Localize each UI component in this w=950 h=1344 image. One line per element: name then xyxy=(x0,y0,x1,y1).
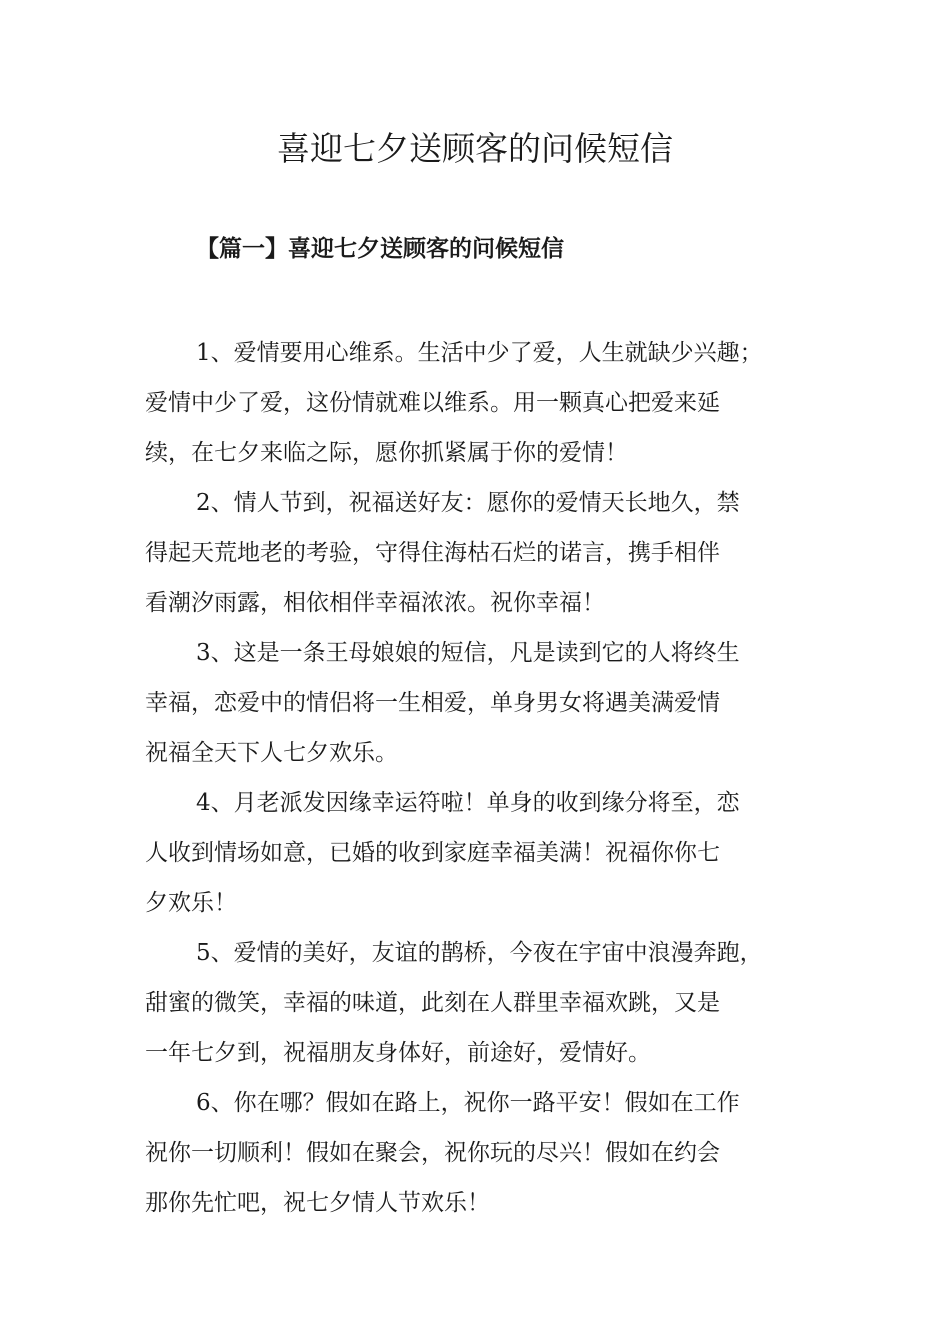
paragraph-line: 看潮汐雨露，相依相伴幸福浓浓。祝你幸福！ xyxy=(145,590,605,616)
paragraph-1 xyxy=(145,328,805,478)
paragraph-line: 得起天荒地老的考验，守得住海枯石烂的诺言，携手相伴 xyxy=(145,540,720,566)
paragraph-line: 那你先忙吧，祝七夕情人节欢乐！ xyxy=(145,1190,490,1216)
paragraph-2 xyxy=(145,478,805,628)
paragraph-line: 5、爱情的美好，友谊的鹊桥，今夜在宇宙中浪漫奔跑， xyxy=(196,940,763,966)
paragraph-6 xyxy=(145,1078,805,1228)
paragraph-line: 爱情中少了爱，这份情就难以维系。用一颗真心把爱来延 xyxy=(145,390,720,416)
document-body xyxy=(145,328,805,1228)
paragraph-line: 4、月老派发因缘幸运符啦！单身的收到缘分将至，恋 xyxy=(196,790,740,816)
paragraph-line: 6、你在哪？假如在路上，祝你一路平安！假如在工作 xyxy=(196,1090,740,1116)
paragraph-line: 祝福全天下人七夕欢乐。 xyxy=(145,740,398,766)
paragraph-line: 祝你一切顺利！假如在聚会，祝你玩的尽兴！假如在约会 xyxy=(145,1140,720,1166)
paragraph-4 xyxy=(145,778,805,928)
paragraph-line: 3、这是一条王母娘娘的短信，凡是读到它的人将终生 xyxy=(196,640,740,666)
paragraph-5 xyxy=(145,928,805,1078)
paragraph-line: 夕欢乐！ xyxy=(145,890,237,916)
paragraph-line: 幸福，恋爱中的情侣将一生相爱，单身男女将遇美满爱情 xyxy=(145,690,720,716)
section-heading: 【篇一】喜迎七夕送顾客的问候短信 xyxy=(196,235,564,262)
paragraph-line: 一年七夕到，祝福朋友身体好，前途好，爱情好。 xyxy=(145,1040,651,1066)
document-title: 喜迎七夕送顾客的问候短信 xyxy=(277,129,673,168)
paragraph-3 xyxy=(145,628,805,778)
paragraph-line: 续，在七夕来临之际，愿你抓紧属于你的爱情！ xyxy=(145,440,628,466)
paragraph-line: 2、情人节到，祝福送好友：愿你的爱情天长地久，禁 xyxy=(196,490,740,516)
paragraph-line: 甜蜜的微笑，幸福的味道，此刻在人群里幸福欢跳，又是 xyxy=(145,990,720,1016)
paragraph-line: 1、爱情要用心维系。生活中少了爱，人生就缺少兴趣； xyxy=(196,340,763,366)
paragraph-line: 人收到情场如意，已婚的收到家庭幸福美满！祝福你你七 xyxy=(145,840,720,866)
